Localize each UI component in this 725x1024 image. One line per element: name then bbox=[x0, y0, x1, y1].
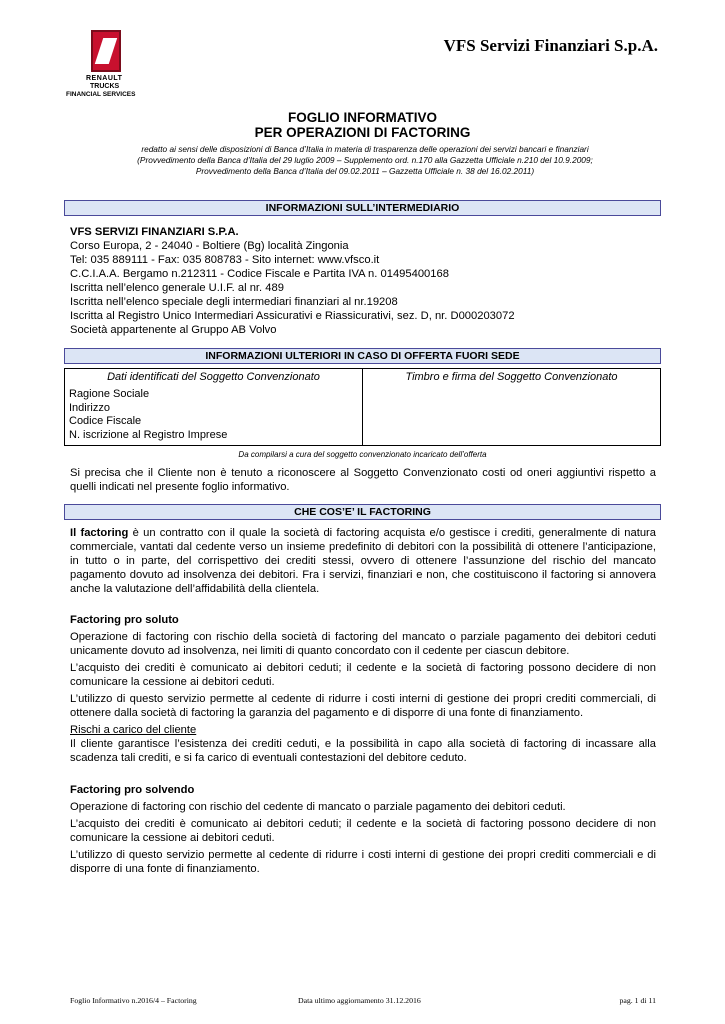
pro-soluto-paragraph: L’acquisto dei crediti è comunicato ai debitori ceduti; il cedente e la società di factoring possono decidere di non comunicare la cessione ai debitori ceduti. bbox=[70, 662, 656, 688]
intermediario-line: Tel: 035 889111 - Fax: 035 808783 - Sito internet: www.vfsco.it bbox=[70, 254, 380, 266]
pro-soluto-paragraph: Operazione di factoring con rischio della società di factoring del mancato o parziale pagamento dei debitori ceduti unicamente dovuto ad insolvenza, nei limiti di quanto concordato con il cedente per ciascun debitore. bbox=[70, 631, 656, 657]
pro-solvendo-title: Factoring pro solvendo bbox=[70, 784, 195, 796]
document-title-line1: FOGLIO INFORMATIVO bbox=[288, 110, 437, 125]
pro-solvendo-paragraph: L’utilizzo di questo servizio permette al cedente di ridurre i costi interni di gestione dei propri crediti commerciali e di disporre di una fonte di finanziamento. bbox=[70, 849, 656, 875]
factoring-intro-text: è un contratto con il quale la società di factoring acquista e/o gestisce i crediti, generalmente di natura commerciale, vantati dal cedente verso un insieme predefinito di debitori con la possibilità di ottenere l’anticipazione, in tutto o in parte, del corrispettivo dei crediti stessi, ovvero di ottenere l’assunzione del rischio del mancato pagamento dovuto ad insolvenza dei debitori. Fra i servizi, finanziari e non, che costituiscono il factoring si annovera anche la valutazione dell’affidabilità della clientela. bbox=[70, 527, 656, 595]
precisa-paragraph: Si precisa che il Cliente non è tenuto a riconoscere al Soggetto Convenzionato costi od oneri aggiuntivi rispetto a quelli indicati nel presente foglio informativo. bbox=[70, 467, 656, 493]
pro-solvendo-paragraph: Operazione di factoring con rischio del cedente di mancato o parziale pagamento dei debitori ceduti. bbox=[70, 801, 566, 813]
convenzionato-data-cell bbox=[65, 369, 363, 446]
intermediario-line: Iscritta al Registro Unico Intermediari Assicurativi e Riassicurativi, sez. D, nr. D000203072 bbox=[70, 310, 515, 322]
section-heading-factoring: CHE COS’E’ IL FACTORING bbox=[64, 504, 661, 520]
intermediario-line: C.C.I.A.A. Bergamo n.212311 - Codice Fiscale e Partita IVA n. 01495400168 bbox=[70, 268, 449, 280]
footer-page-number: pag. 1 di 11 bbox=[619, 996, 656, 1005]
renault-diamond-icon bbox=[91, 30, 121, 72]
convenzionato-table bbox=[64, 368, 661, 446]
compilation-note: Da compilarsi a cura del soggetto convenzionato incaricato dell’offerta bbox=[238, 450, 487, 459]
convenzionato-field: Codice Fiscale bbox=[69, 415, 142, 427]
rischi-paragraph: Il cliente garantisce l’esistenza dei crediti ceduti, e la possibilità in capo alla società di factoring di incassare alla scadenza tali crediti, e si fa carico di eventuali contestazioni del debitore ceduto. bbox=[70, 738, 656, 764]
intermediario-name: VFS SERVIZI FINANZIARI S.P.A. bbox=[70, 226, 239, 238]
convenzionato-field: N. iscrizione al Registro Imprese bbox=[69, 428, 228, 441]
convenzionato-field: Indirizzo bbox=[69, 401, 110, 414]
factoring-intro bbox=[70, 526, 656, 596]
timbro-firma-cell bbox=[363, 369, 661, 446]
section-heading-fuori-sede: INFORMAZIONI ULTERIORI IN CASO DI OFFERTA FUORI SEDE bbox=[64, 348, 661, 364]
document-title-line2: PER OPERAZIONI DI FACTORING bbox=[254, 125, 471, 140]
logo-text-line1: RENAULT bbox=[86, 75, 123, 82]
document-subtitle bbox=[70, 144, 660, 177]
intermediario-line: Corso Europa, 2 - 24040 - Boltiere (Bg) località Zingonia bbox=[70, 240, 349, 252]
intermediario-info bbox=[70, 225, 656, 337]
company-logo bbox=[66, 30, 156, 100]
pro-soluto-title: Factoring pro soluto bbox=[70, 614, 179, 626]
pro-soluto-paragraph: L’utilizzo di questo servizio permette al cedente di ridurre i costi interni di gestione dei propri crediti commerciali, di ottenere dalla società di factoring la garanzia del pagamento e di disporre di una fonte di finanziamento. bbox=[70, 693, 656, 719]
subtitle-line1: redatto ai sensi delle disposizioni di Banca d’Italia in materia di trasparenza delle operazioni dei servizi bancari e finanziari bbox=[141, 144, 589, 154]
timbro-firma-header: Timbro e firma del Soggetto Convenzionato bbox=[405, 371, 618, 383]
subtitle-line3: Provvedimento della Banca d’Italia del 09.02.2011 – Gazzetta Ufficiale n. 38 del 16.02.2011) bbox=[195, 166, 535, 176]
factoring-intro-bold: Il factoring bbox=[70, 527, 129, 539]
pro-solvendo-paragraph: L’acquisto dei crediti è comunicato ai debitori ceduti; il cedente e la società di factoring possono decidere di non comunicare la cessione ai debitori ceduti. bbox=[70, 818, 656, 844]
rischi-title: Rischi a carico del cliente bbox=[70, 724, 197, 736]
intermediario-line: Società appartenente al Gruppo AB Volvo bbox=[70, 324, 277, 336]
logo-subtitle: FINANCIAL SERVICES bbox=[66, 91, 136, 98]
convenzionato-field: Ragione Sociale bbox=[69, 388, 150, 400]
logo-text-line2: TRUCKS bbox=[90, 83, 120, 90]
intermediario-line: Iscritta nell’elenco speciale degli intermediari finanziari al nr.19208 bbox=[70, 296, 398, 308]
footer-update-date: Data ultimo aggiornamento 31.12.2016 bbox=[298, 996, 421, 1005]
company-name: VFS Servizi Finanziari S.p.A. bbox=[443, 36, 658, 55]
subtitle-line2: (Provvedimento della Banca d’Italia del 29 luglio 2009 – Supplemento ord. n.170 alla Gazzetta Ufficiale n.210 del 10.9.2009; bbox=[137, 155, 593, 165]
convenzionato-data-header: Dati identificati del Soggetto Convenzionato bbox=[107, 371, 320, 383]
footer-document-id: Foglio Informativo n.2016/4 – Factoring bbox=[70, 996, 197, 1005]
factoring-content bbox=[70, 526, 656, 879]
intermediario-line: Iscritta nell’elenco generale U.I.F. al nr. 489 bbox=[70, 282, 284, 294]
section-heading-intermediario: INFORMAZIONI SULL’INTERMEDIARIO bbox=[64, 200, 661, 216]
